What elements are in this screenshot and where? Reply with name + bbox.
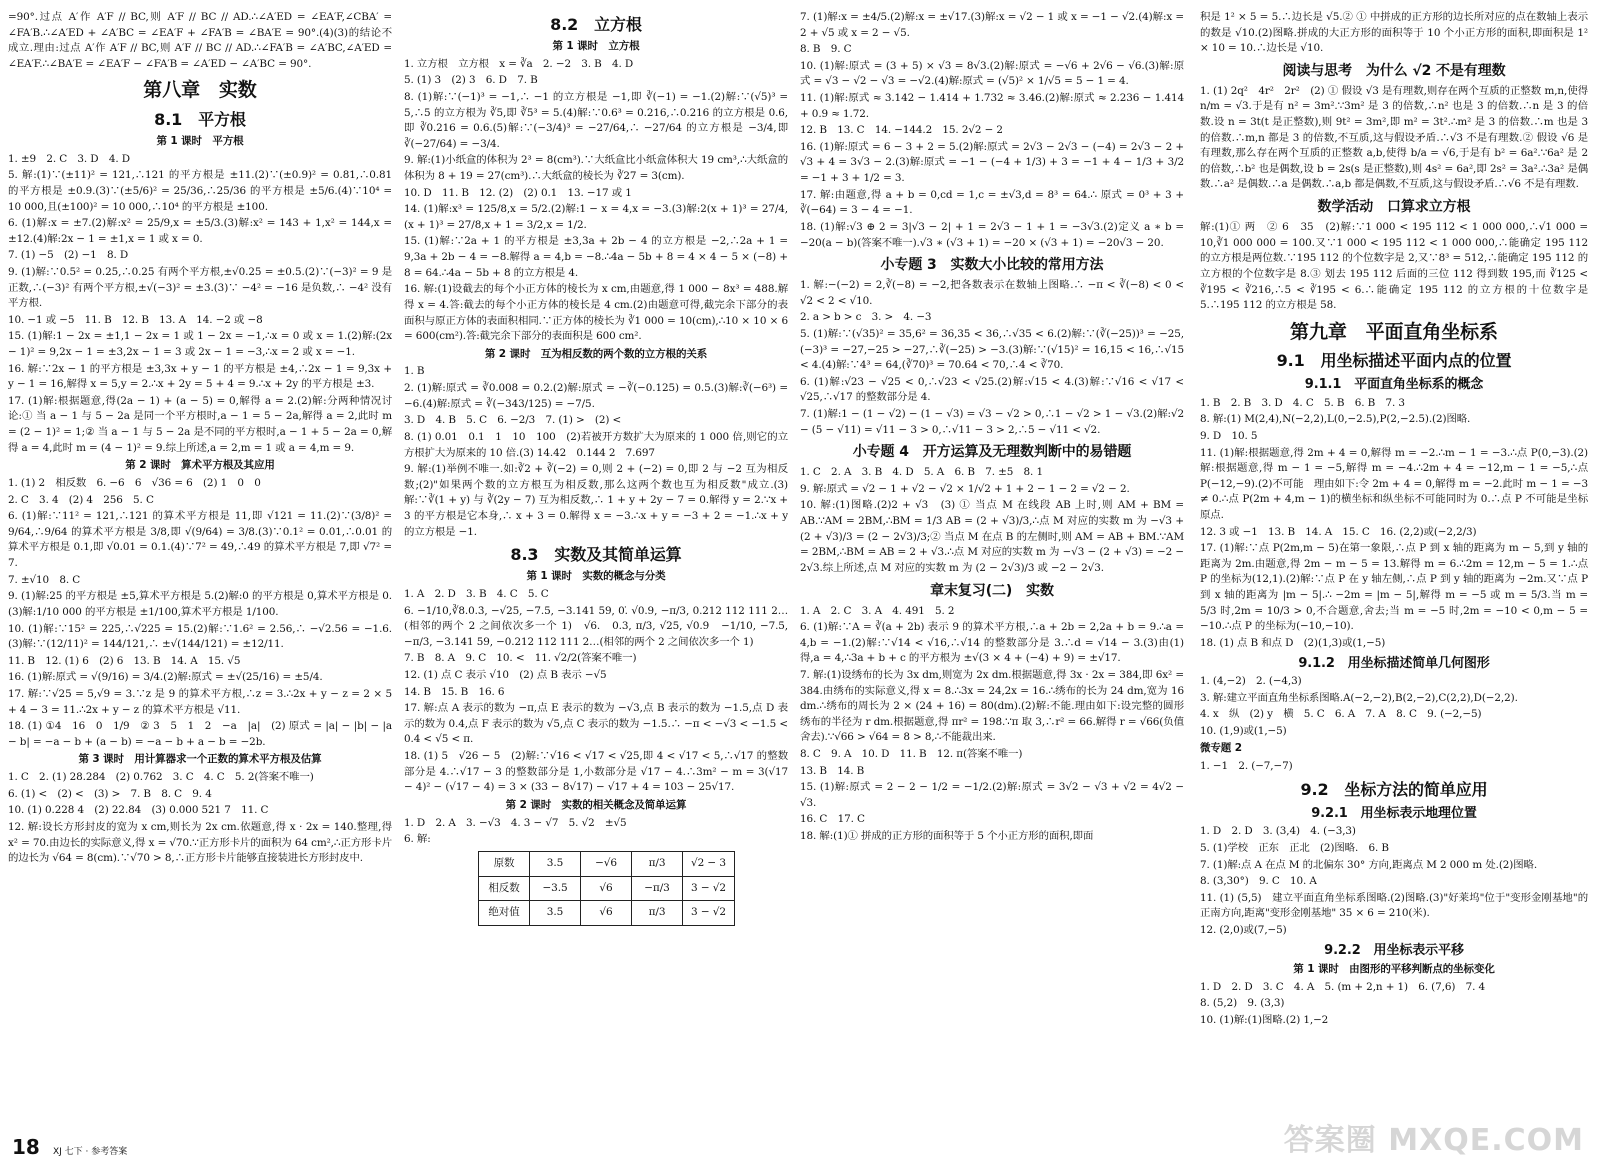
answer-line: 5. (1)学校 正东 正北 (2)图略. 6. B bbox=[1200, 841, 1389, 854]
answer-line: 18. 解:(1)① 拼成的正方形的面积等于 5 个小正方形的面积,即面 bbox=[800, 830, 1094, 843]
answer-line: 15. (1)解:原式 = 2 − 2 − 1/2 = −1/2.(2)解:原式 = 3√2 − √3 + √2 = 4√2 − √3. bbox=[800, 781, 1184, 809]
answer-line: 10. −1 或 −5 11. B 12. B 13. A 14. −2 或 −8 bbox=[8, 313, 263, 326]
answer-line: 17. 解:点 A 表示的数为 −π,点 E 表示的数为 −√3,点 B 表示的数为 −1.5,点 D 表示的数为 0.4,点 F 表示的数为 √5,点 C 表示的数为 −1.5.∴ −π < −√3 < −1.5 < 0.4 < √5 < π. bbox=[404, 702, 788, 746]
answer-line: 1. (1) 2q² 4r² 2r² (2) ① 假设 √3 是有理数,则存在两个互质的正整数 m,n,使得 n/m = √3.于是有 n² = 3m².∵3m² 是 3 的倍数,∴n² 也是 3 的倍数.∴n 是 3 的倍数.设 n = 3t(t 是正整数),则 9t² = 3m²,即 m² = 3t².∴m² 是 3 的倍数.∴m 也是 3 的倍数.∴m,n 都是 3 的倍数,不互质,这与假设矛盾.∴√3 不是有理数.② 假设 √6 是有理数,那么存在两个互质的正整数 a,b,使得 b/a = √6,于是有 b² = 6a².∵6a² 是 2 的倍数,∴b² 也是偶数,设 b = 2s(s 是正整数),则 4s² = 6a²,即 2s² = 3a².∴3a² 是偶数.∴a² 是偶数.∴a 是偶数.∴a,b 都是偶数,不互质,这与假设矛盾.∴√6 不是有理数. bbox=[1200, 84, 1588, 191]
answer-line: 16. C 17. C bbox=[800, 813, 865, 826]
answer-line: 解:(1)① 两 ② 6 35 (2)解:∵1 000 < 195 112 < 1 000 000,∴√1 000 = 10,∛1 000 000 = 100.又∵1 000 < 195 112 < 1 000 000,∴能确定 195 112 的立方根是两位数.∵195 112 的个位数字是 2,又∵8³ = 512,∴能确定 195 112 的立方根的个位数字是 8.③ 划去 195 112 后面的三位 112 得到数 195,而 ∛125 < ∛195 < ∛216,∴5 < ∛195 < 6.∴能确定 195 112 的立方根的十位数字是 5.∴195 112 的立方根是 58. bbox=[1200, 221, 1588, 312]
answer-line: 8. (5,2) 9. (3,3) bbox=[1200, 997, 1285, 1010]
answer-line: 10. (1,9)或(1,−5) bbox=[1200, 724, 1287, 737]
lesson-title: 第 3 课时 用计算器求一个正数的算术平方根及估算 bbox=[78, 753, 322, 766]
answer-line: 11. (1) (5,5) 建立平面直角坐标系图略.(2)图略.(3)"好莱坞"位于"变形金刚基地"的正南方向,距离"变形金刚基地" 35 × 6 = 210(米). bbox=[1200, 891, 1588, 920]
answer-line: 18. (1) 5 √26 − 5 (2)解:∵√16 < √17 < √25,即 4 < √17 < 5,∴√17 的整数部分是 4.∴√17 − 3 的整数部分是 1,小数部分是 √17 − 4.∴3m² − m = 3(√17 − 4)² − (√17 − 4) = 3 × (33 − 8√17) − √17 + 4 = 103 − 25√17. bbox=[404, 750, 788, 794]
answer-line: 8. C 9. A 10. D 11. B 12. π(答案不唯一) bbox=[800, 747, 1023, 760]
topic-title: 小专题 3 实数大小比较的常用方法 bbox=[880, 257, 1104, 274]
answer-line: 1. D 2. D 3. C 4. A 5. (m + 2,n + 1) 6. (7,6) 7. 4 bbox=[1200, 980, 1486, 993]
answer-line: 9. (1)解:25 的平方根是 ±5,算术平方根是 5.(2)解:0 的平方根是 0,算术平方根是 0.(3)解:1/10 000 的平方根是 ±1/100,算术平方根是 1/100. bbox=[8, 590, 392, 618]
lesson-title: 第 2 课时 实数的相关概念及简单运算 bbox=[505, 798, 687, 811]
lesson-title: 第 1 课时 由图形的平移判断点的坐标变化 bbox=[1293, 963, 1495, 976]
answer-line: 9. D 10. 5 bbox=[1200, 429, 1258, 442]
answer-line: 14. B 15. B 16. 6 bbox=[404, 685, 505, 698]
page-number: 18 bbox=[12, 1135, 40, 1159]
micro-topic-title: 微专题 2 bbox=[1200, 742, 1242, 755]
chapter-title: 第八章 实数 bbox=[143, 79, 257, 102]
answer-line: 7. B 8. A 9. C 10. < 11. √2/2(答案不唯一) bbox=[404, 652, 637, 665]
answer-line: 1. C 2. (1) 28.284 (2) 0.762 3. C 4. C 5. 2(答案不唯一) bbox=[8, 771, 314, 784]
lesson-title: 第 2 课时 算术平方根及其应用 bbox=[125, 459, 275, 472]
answer-line: 8. (1)解:∵(−1)³ = −1,∴ −1 的立方根是 −1,即 ∛(−1) = −1.(2)解:∵(√5)³ = 5,∴5 的立方根为 ∛5,即 ∛5³ = 5.(4)解:∵0.6³ = 0.216,∴0.216 的立方根是 0.6,即 ∛0.216 = 0.6.(5)解:∵(−3/4)³ = −27/64,∴ −27/64 的立方根是 −3/4,即 ∛(−27/64) = −3/4. bbox=[404, 90, 788, 150]
column-3 bbox=[800, 10, 1184, 1150]
table-cell: √6 bbox=[581, 901, 632, 926]
lesson-title: 第 1 课时 平方根 bbox=[156, 134, 244, 147]
subsection-title: 9.2.1 用坐标表示地理位置 bbox=[1311, 805, 1477, 821]
answer-line: 17. (1)解:∵点 P(2m,m − 5)在第一象限,∴点 P 到 x 轴的距离为 m − 5,到 y 轴的距离为 2m.由题意,得 2m − m − 5 = 13.解得 m = 6.∴2m = 12,m − 5 = 1.∴点 P 的坐标为(12,1).(2)解:∵点 P 在 y 轴左侧,∴点 P 到 y 轴的距离为 −2m.又∵点 P 到 x 轴的距离为 |m − 5|.∴ −2m = |m − 5|,解得 m = −5 或 m = 5/3.当 m = 5/3 时,2m = 10/3 > 0,不合题意,舍去;当 m = −5 时,2m = −10 < 0,m − 5 = −10.∴点 P 的坐标为(−10,−10). bbox=[1200, 542, 1588, 633]
answer-line: 1. 立方根 立方根 x = ∛a 2. −2 3. B 4. D bbox=[404, 57, 634, 70]
answer-line: 5. (1)解:∵(√35)² = 35,6² = 36,35 < 36,∴√35 < 6.(2)解:∵(∛(−25))³ = −25,(−3)³ = −27,−25 > −27,∴∛(−25) > −3.(3)解:∵(√15)² = 16,15 < 16,∴√15 < 4.(4)解:∵4³ = 64,(∛70)³ = 70.64 < 70,∴4 < ∛70. bbox=[800, 327, 1184, 372]
answer-line: 3. 解:建立平面直角坐标系图略.A(−2,−2),B(2,−2),C(2,2),D(−2,2). bbox=[1200, 691, 1518, 704]
table-cell: π/3 bbox=[632, 851, 683, 876]
table-row bbox=[479, 876, 735, 901]
answer-line: 5. (1) 3 (2) 3 6. D 7. B bbox=[404, 74, 538, 87]
answer-line: 9. 解:(1)小纸盒的体积为 2³ = 8(cm³).∵大纸盒比小纸盒体积大 19 cm³,∴大纸盒的体积为 8 + 19 = 27(cm³).∴大纸盒的棱长为 ∛27 = 3(cm). bbox=[404, 154, 788, 183]
answer-line: 17. (1)解:根据题意,得(2a − 1) + (a − 5) = 0,解得 a = 2.(2)解:分两种情况讨论:① 当 a − 1 与 5 − 2a 是同一个平方根时,a − 1 = 5 − 2a,解得 a = 2,此时 m = (2 − 1)² = 1;② 当 a − 1 与 5 − 2a 是不同的平方根时,a − 1 + 5 − 2a = 0,解得 a = 4,此时 m = (4 − 1)² = 9.综上所述,a = 2,m = 1 或 a = 4,m = 9. bbox=[8, 394, 392, 454]
answer-line: 8. (3,30°) 9. C 10. A bbox=[1200, 875, 1317, 888]
table-cell: 3 − √2 bbox=[683, 901, 735, 926]
table-cell: 绝对值 bbox=[479, 901, 530, 926]
table-row bbox=[479, 901, 735, 926]
answer-line: 6. 解: bbox=[404, 833, 431, 846]
answer-line: 12. B 13. C 14. −144.2 15. 2√2 − 2 bbox=[800, 124, 1003, 137]
answer-line: 16. 解:(1)设截去的每个小正方体的棱长为 x cm,由题意,得 1 000 − 8x³ = 488.解得 x = 4.答:截去的每个小正方体的棱长是 4 cm.(2)由题意可得,截完余下部分的表面积与原正方体的表面积相同.∵正方体的棱长为 ∛1 000 = 10(cm),∴10 × 10 × 6 = 600(cm²).答:截完余下部分的表面积是 600 cm². bbox=[404, 283, 788, 343]
answer-line: 15. (1)解:1 − 2x = ±1,1 − 2x = 1 或 1 − 2x = −1,∴x = 0 或 x = 1.(2)解:(2x − 1)² = 9,2x − 1 = ±3,2x − 1 = 3 或 2x − 1 = −3,∴x = 2 或 x = −1. bbox=[8, 330, 392, 358]
answer-line: 12. 解:设长方形封皮的宽为 x cm,则长为 2x cm.依题意,得 x · 2x = 140.整理,得 x² = 70.由边长的实际意义,得 x = √70.∵正方形卡片的面积为 64 cm²,∴正方形卡片的边长为 √64 = 8(cm).∵√70 > 8,∴正方形卡片能够直接装进长方形封皮中. bbox=[8, 820, 392, 865]
answer-line: 1. 解:−(−2) = 2,∛(−8) = −2,把各数表示在数轴上图略.∴ −π < ∛(−8) < 0 < √2 < 2 < √10. bbox=[800, 279, 1184, 307]
answer-line: 6. (1)解:∵11² = 121,∴121 的算术平方根是 11,即 √121 = 11.(2)∵(3/8)² = 9/64,∴9/64 的算术平方根是 3/8,即 √(9/64) = 3/8.(3)∵0.1² = 0.01,∴0.01 的算术平方根是 0.1,即 √0.01 = 0.1.(4)∵7² = 49,∴49 的算术平方根是 7,即 √7² = 7. bbox=[8, 510, 392, 570]
answer-line: 3. D 4. B 5. C 6. −2/3 7. (1) > (2) < bbox=[404, 414, 622, 427]
answer-line: 12. (1) 点 C 表示 √10 (2) 点 B 表示 −√5 bbox=[404, 668, 607, 681]
subsection-title: 9.1.1 平面直角坐标系的概念 bbox=[1304, 377, 1484, 393]
answer-line: 6. (1)解:x = ±7.(2)解:x² = 25/9,x = ±5/3.(3)解:x² = 143 + 1,x² = 144,x = ±12.(4)解:2x − 1 = ±1,x = 1 或 x = 0. bbox=[8, 217, 392, 245]
answer-line: 1. B bbox=[404, 365, 425, 378]
answer-line: 1. B 2. B 3. D 4. C 5. B 6. B 7. 3 bbox=[1200, 396, 1405, 409]
column-4 bbox=[1200, 10, 1588, 1150]
review-title: 章末复习(二) 实数 bbox=[930, 582, 1054, 599]
answer-line: 2. (1)解:原式 = ∛0.008 = 0.2.(2)解:原式 = −∛(−0.125) = 0.5.(3)解:∛(−6³) = −6.(4)解:原式 = ∛(−343/125) = −7/5. bbox=[404, 382, 788, 410]
lesson-title: 第 1 课时 立方根 bbox=[552, 40, 640, 52]
table-cell: −3.5 bbox=[530, 876, 581, 901]
answer-line: 6. (1)解:∵A = ∛(a + 2b) 表示 9 的算术平方根,∴a + 2b = 2,2a + b = 9.∴a = 4,b = −1.(2)解:∵√14 < √16,∴√14 的整数部分是 3.∴d = √14 − 3.(3)由(1)得,a = 4,∴3a + b + c 的平方根为 ±√(3 × 4 + (−4) + 9) = ±√17. bbox=[800, 621, 1184, 665]
footer-label: XJ 七下 · 参考答案 bbox=[52, 1147, 128, 1157]
table-cell: 3.5 bbox=[530, 901, 581, 926]
answer-line: 16. (1)解:原式 = 6 − 3 + 2 = 5.(2)解:原式 = 2√3 − 2√3 − (−4) = 2√3 − 2 + √3 + 4 = 3√3 − 2.(3)解:原式 = −1 − (−4 + 1/3) + 3 = −1 + 4 − 1/3 + 3/2 = −1 + 3 + 1/2 = 3. bbox=[800, 140, 1184, 185]
answer-line: 15. (1)解:∵2a + 1 的平方根是 ±3,3a + 2b − 4 的立方根是 −2,∴2a + 1 = 9,3a + 2b − 4 = −8.解得 a = 4,b = −8.∴4a − 5b + 8 = 4 × 4 − 5 × (−8) + 8 = 64.∴4a − 5b + 8 的立方根是 4. bbox=[404, 235, 788, 279]
answer-line: 10. (1)解:原式 = (3 + 5) × √3 = 8√3.(2)解:原式 = −√6 + 2√6 − √6.(3)解:原式 = √3 − √2 − √3 = −√2.(4)解:原式 = (√5)² × 1/√5 = 5 − 1 = 4. bbox=[800, 59, 1184, 88]
answer-line: 6. (1) < (2) < (3) > 7. B 8. C 9. 4 bbox=[8, 787, 212, 800]
answer-line: 18. (1) ①4 16 0 1/9 ② 3 5 1 2 −a |a| (2) 原式 = |a| − |b| − |a − b| = −a − b + (a − b) = −a − b + a − b = −2b. bbox=[8, 720, 392, 748]
topic-title: 阅读与思考 为什么 √2 不是有理数 bbox=[1282, 62, 1506, 79]
table-cell: 原数 bbox=[479, 851, 530, 876]
answer-line: 2. C 3. 4 (2) 4 256 5. C bbox=[8, 493, 154, 506]
lesson-title: 第 2 课时 互为相反数的两个数的立方根的关系 bbox=[484, 347, 708, 360]
section-title: 8.2 立方根 bbox=[550, 15, 642, 34]
page-footer bbox=[12, 1135, 127, 1159]
answer-line: 7. (1)解:点 A 在点 M 的北偏东 30° 方向,距离点 M 2 000 m 处.(2)图略. bbox=[1200, 858, 1538, 871]
answer-line: 积是 1² × 5 = 5.∴边长是 √5.② ① 中拼成的正方形的边长所对应的点在数轴上表示的数是 √10.(2)图略.拼成的大正方形的面积等于 10 个小正方形的面积,即面积是 1² × 10 = 10.∴边长是 √10. bbox=[1200, 11, 1588, 55]
column-2 bbox=[404, 10, 788, 1150]
answer-line: 7. ±√10 8. C bbox=[8, 573, 81, 586]
number-table bbox=[478, 851, 735, 926]
answer-line: 6. (1)解:√23 − √25 < 0,∴√23 < √25.(2)解:√15 < 4.(3)解:∵√16 < √17 < √25,∴√17 的整数部分是 4. bbox=[800, 375, 1184, 404]
answer-line: 9. (1)解:∵0.5² = 0.25,∴0.25 有两个平方根,±√0.25 = ±0.5.(2)∵(−3)² = 9 是正数,∴(−3)² 有两个平方根,±√(−3)² = ±3.(3)∵ −4² = −16 是负数,∴ −4² 没有平方根. bbox=[8, 265, 392, 310]
answer-line: =90°.过点 A′作 A′F // BC,则 A′F // BC // AD.∴∠A′ED = ∠EA′F,∠CBA′ = ∠FA′B.∴∠A′ED + ∠A′BC = ∠EA′F + ∠FA′B = ∠BA′E = 90°.(4)(3)的结论不成立.理由:过点 A′作 A′F // BC,则 A′F // BC // AD.∴∠FA′B = ∠A′BC,∠A′ED = ∠EA′F.∴∠BA′E = ∠EA′F − ∠FA′B = ∠A′ED − ∠A′BC = 90°. bbox=[8, 11, 392, 70]
section-title: 9.2 坐标方法的简单应用 bbox=[1300, 779, 1488, 799]
answer-line: 7. (1) −5 (2) −1 8. D bbox=[8, 249, 129, 262]
answer-line: 10. 解:(1)图略.(2)2 + √3 (3) ① 当点 M 在线段 AB 上时,则 AM + BM = AB.∵AM = 2BM,∴BM = 1/3 AB = (2 + √3)/3,∴点 M 对应的实数 m 为 −√3 + (2 + √3)/3 = (2 − 2√3)/3;② 当点 M 在点 B 的左侧时,则 AM = AB + BM.∵AM = 2BM,∴BM = AB = 2 + √3.∴点 M 对应的实数 m 为 −√3 − (2 + √3) = −2 − 2√3.综上所述,点 M 对应的实数 m 为 (2 − 2√3)/3 或 −2 − 2√3. bbox=[800, 499, 1184, 574]
answer-line: 16. 解:∵2x − 1 的平方根是 ±3,3x + y − 1 的平方根是 ±4,∴2x − 1 = 9,3x + y − 1 = 16,解得 x = 5,y = 2.∴x + 2y = 5 + 4 = 9.∴x + 2y 的平方根是 ±3. bbox=[8, 362, 392, 391]
table-cell: √6 bbox=[581, 876, 632, 901]
answer-line: 10. (1) 0.228 4 (2) 22.84 (3) 0.000 521 7 11. C bbox=[8, 804, 269, 817]
answer-line: 1. ±9 2. C 3. D 4. D bbox=[8, 152, 130, 165]
table-cell: π/3 bbox=[632, 901, 683, 926]
answer-line: 8. B 9. C bbox=[800, 43, 852, 56]
answer-line: 1. −1 2. (−7,−7) bbox=[1200, 760, 1293, 773]
answer-line: 8. 解:(1) M(2,4),N(−2,2),L(0,−2.5),P(2,−2.5).(2)图略. bbox=[1200, 413, 1471, 426]
answer-line: 7. 解:(1)设绣布的长为 3x dm,则宽为 2x dm.根据题意,得 3x · 2x = 384,即 6x² = 384.由绣布的实际意义,得 x = 8.∴3x = 24,2x = 16.∴绣布的长为 24 dm,宽为 16 dm.∴绣布的周长为 2 × (24 + 16) = 80(dm).(2)解:不能.理由如下:设完整的圆形绣布的半径为 r dm.根据题意,得 πr² = 198.∵π 取 3,∴r² = 66.解得 r = √66(负值舍去).∵√66 > √64 = 8 > 8,∴不能裁出来. bbox=[800, 668, 1184, 744]
answer-line: 18. (1)解:√3 ⊕ 2 = 3|√3 − 2| + 1 = 2√3 − 1 + 1 = −3√3.(2)定义 a ∗ b = −20(a − b)(答案不唯一).√3 ∗ (√3 + 1) = −20 × (√3 + 1) = −20√3 − 20. bbox=[800, 220, 1184, 249]
answer-line: 11. (1)解:根据题意,得 2m + 4 = 0,解得 m = −2.∴m − 1 = −3.∴点 P(0,−3).(2)解:根据题意,得 m − 1 = −5,解得 m = −4.∴2m + 4 = −12,m − 1 = −5,∴点 P(−12,−9).(2)不可能 理由如下:令 2m + 4 = 0,解得 m = −2.此时 m − 1 = −3 ≠ 0.∴点 P(2m + 4,m − 1)的横坐标和纵坐标不可能同时为 0.∴点 P 不可能是坐标原点. bbox=[1200, 446, 1588, 522]
section-title: 9.1 用坐标描述平面内点的位置 bbox=[1276, 351, 1512, 371]
answer-line: 12. 3 或 −1 13. B 14. A 15. C 16. (2,2)或(−2,2/3) bbox=[1200, 525, 1477, 538]
answer-line: 1. C 2. A 3. B 4. D 5. A 6. B 7. ±5 8. 1 bbox=[800, 466, 1043, 479]
answer-line: 9. 解:(1)举例不唯一.如:∛2 + ∛(−2) = 0,则 2 + (−2) = 0,即 2 与 −2 互为相反数;(2)"如果两个数的立方根互为相反数,那么这两个数也互为相反数"成立.(3)解:∵∛(1 + y) 与 ∛(2y − 7) 互为相反数,∴ 1 + y + 2y − 7 = 0.解得 y = 2.∵x + 3 的平方根是它本身,∴ x + 3 = 0.解得 x = −3.∴x + y = −3 + 2 = −1.∴x + y 的立方根是 −1. bbox=[404, 463, 788, 538]
answer-line: 1. A 2. D 3. B 4. C 5. C bbox=[404, 587, 549, 600]
answer-line: 6. −1/10,∛8.0.3̇, −√25, −7.5, −3.141 59, 0.̇ √0.9, −π/3, 0.212 112 111 2…(相邻的两个 2 之间依次多一个 1) √6. 0.3, π/3, √25, √0.9 −1/10, −7.5̇, −π/3, −3.141 59, −0.212 112 111 2…(相邻的两个 2 之间依次多一个 1) bbox=[404, 604, 788, 648]
answer-line: 7. (1)解:x = ±4/5.(2)解:x = ±√17.(3)解:x = √2 − 1 或 x = −1 − √2.(4)解:x = 2 + √5 或 x = 2 − √5. bbox=[800, 11, 1184, 39]
table-cell: 3 − √2 bbox=[683, 876, 735, 901]
table-cell: −√6 bbox=[581, 851, 632, 876]
watermark-logo: 答案圈 MXQE.COM bbox=[1283, 1123, 1584, 1158]
table-row bbox=[479, 851, 735, 876]
table-cell: √2 − 3 bbox=[683, 851, 735, 876]
section-title: 8.3 实数及其简单运算 bbox=[510, 545, 682, 565]
answer-line: 1. D 2. D 3. (3,4) 4. (−3,3) bbox=[1200, 825, 1356, 838]
table-cell: −π/3 bbox=[632, 876, 683, 901]
answer-line: 2. a > b > c 3. > 4. −3 bbox=[800, 311, 932, 324]
answer-line: 18. (1) 点 B 和点 D (2)(1,3)或(1,−5) bbox=[1200, 636, 1386, 649]
answer-line: 9. 解:原式 = √2 − 1 + √2 − √2 × 1/√2 + 1 + 2 − 1 − 2 = √2 − 2. bbox=[800, 482, 1130, 495]
subsection-title: 9.2.2 用坐标表示平移 bbox=[1324, 942, 1464, 958]
answer-line: 1. (1) 2 相反数 6. −6 6 √36 = 6 (2) 1 0 0 bbox=[8, 477, 261, 490]
answer-line: 10. D 11. B 12. (2) (2) 0.1 13. −17 或 1 bbox=[404, 186, 632, 199]
answer-line: 11. (1)解:原式 ≈ 3.142 − 1.414 + 1.732 ≈ 3.46.(2)解:原式 ≈ 2.236 − 1.414 + 0.9 ≈ 1.72. bbox=[800, 92, 1184, 120]
answer-line: 7. (1)解:1 − (1 − √2) − (1 − √3) = √3 − √2 > 0,∴1 − √2 > 1 − √3.(2)解:√2 − (5 − √11) = √11 − 3 > 0,∴√11 − 3 > 2,∴5 − √11 < √2. bbox=[800, 408, 1184, 436]
answer-line: 11. B 12. (1) 6 (2) 6 13. B 14. A 15. √5 bbox=[8, 654, 241, 667]
answer-line: 13. B 14. B bbox=[800, 764, 865, 777]
answer-line: 17. 解:由题意,得 a + b = 0,cd = 1,c = ±√3,d = 8³ = 64.∴ 原式 = 0³ + 3 + ∛(−64) = 3 − 4 = −1. bbox=[800, 188, 1184, 217]
table-cell: 相反数 bbox=[479, 876, 530, 901]
answer-line: 8. (1) 0.01 0.1 1 10 100 (2)若被开方数扩大为原来的 1 000 倍,则它的立方根扩大为原来的 10 倍.(3) 14.42 0.144 2 7.697 bbox=[404, 430, 788, 459]
answer-line: 17. 解:∵√25 = 5,√9 = 3.∵z 是 9 的算术平方根,∴z = 3.∴2x + y − z = 2 × 5 + 4 − 3 = 11.∴2x + y − z 的算术平方根是 √11. bbox=[8, 687, 392, 716]
answer-line: 16. (1)解:原式 = √(9/16) = 3/4.(2)解:原式 = ±√(25/16) = ±5/4. bbox=[8, 671, 323, 684]
topic-title: 数学活动 口算求立方根 bbox=[1317, 199, 1471, 216]
table-cell: 3.5 bbox=[530, 851, 581, 876]
answer-line: 5. 解:(1)∵(±11)² = 121,∴121 的平方根是 ±11.(2)∵(±0.9)² = 0.81,∴0.81 的平方根是 ±0.9.(3)∵(±5/6)² = 25/36,∴25/36 的平方根是 ±5/6.(4)∵10⁴ = 10 000,且(±100)² = 10 000,∴10⁴ 的平方根是 ±100. bbox=[8, 169, 392, 213]
subsection-title: 9.1.2 用坐标描述简单几何图形 bbox=[1298, 655, 1490, 671]
section-title: 8.1 平方根 bbox=[154, 109, 246, 129]
column-1 bbox=[8, 10, 392, 1150]
answer-line: 10. (1)解:∵15² = 225,∴√225 = 15.(2)解:∵1.6² = 2.56,∴ −√2.56 = −1.6.(3)解:∵(12/11)² = 144/121,∴ ±√(144/121) = ±12/11. bbox=[8, 622, 392, 651]
answer-line: 10. (1)解:(1)图略.(2) 1,−2 bbox=[1200, 1014, 1329, 1027]
answer-line: 1. D 2. A 3. −√3 4. 3 − √7 5. √2 ±√5 bbox=[404, 816, 627, 829]
answer-line: 1. A 2. C 3. A 4. 491 5. 2 bbox=[800, 604, 955, 617]
answer-line: 1. (4,−2) 2. (−4,3) bbox=[1200, 675, 1302, 687]
chapter-title: 第九章 平面直角坐标系 bbox=[1290, 320, 1498, 343]
topic-title: 小专题 4 开方运算及无理数判断中的易错题 bbox=[852, 444, 1132, 461]
answer-line: 14. (1)解:x³ = 125/8,x = 5/2.(2)解:1 − x = 4,x = −3.(3)解:2(x + 1)³ = 27/4,(x + 1)³ = 27/8,x + 1 = 3/2,x = 1/2. bbox=[404, 203, 788, 231]
lesson-title: 第 1 课时 实数的概念与分类 bbox=[526, 570, 666, 583]
answer-line: 4. x 纵 (2) y 横 5. C 6. A 7. A 8. C 9. (−2,−5) bbox=[1200, 708, 1482, 721]
answer-line: 12. (2,0)或(7,−5) bbox=[1200, 923, 1287, 936]
